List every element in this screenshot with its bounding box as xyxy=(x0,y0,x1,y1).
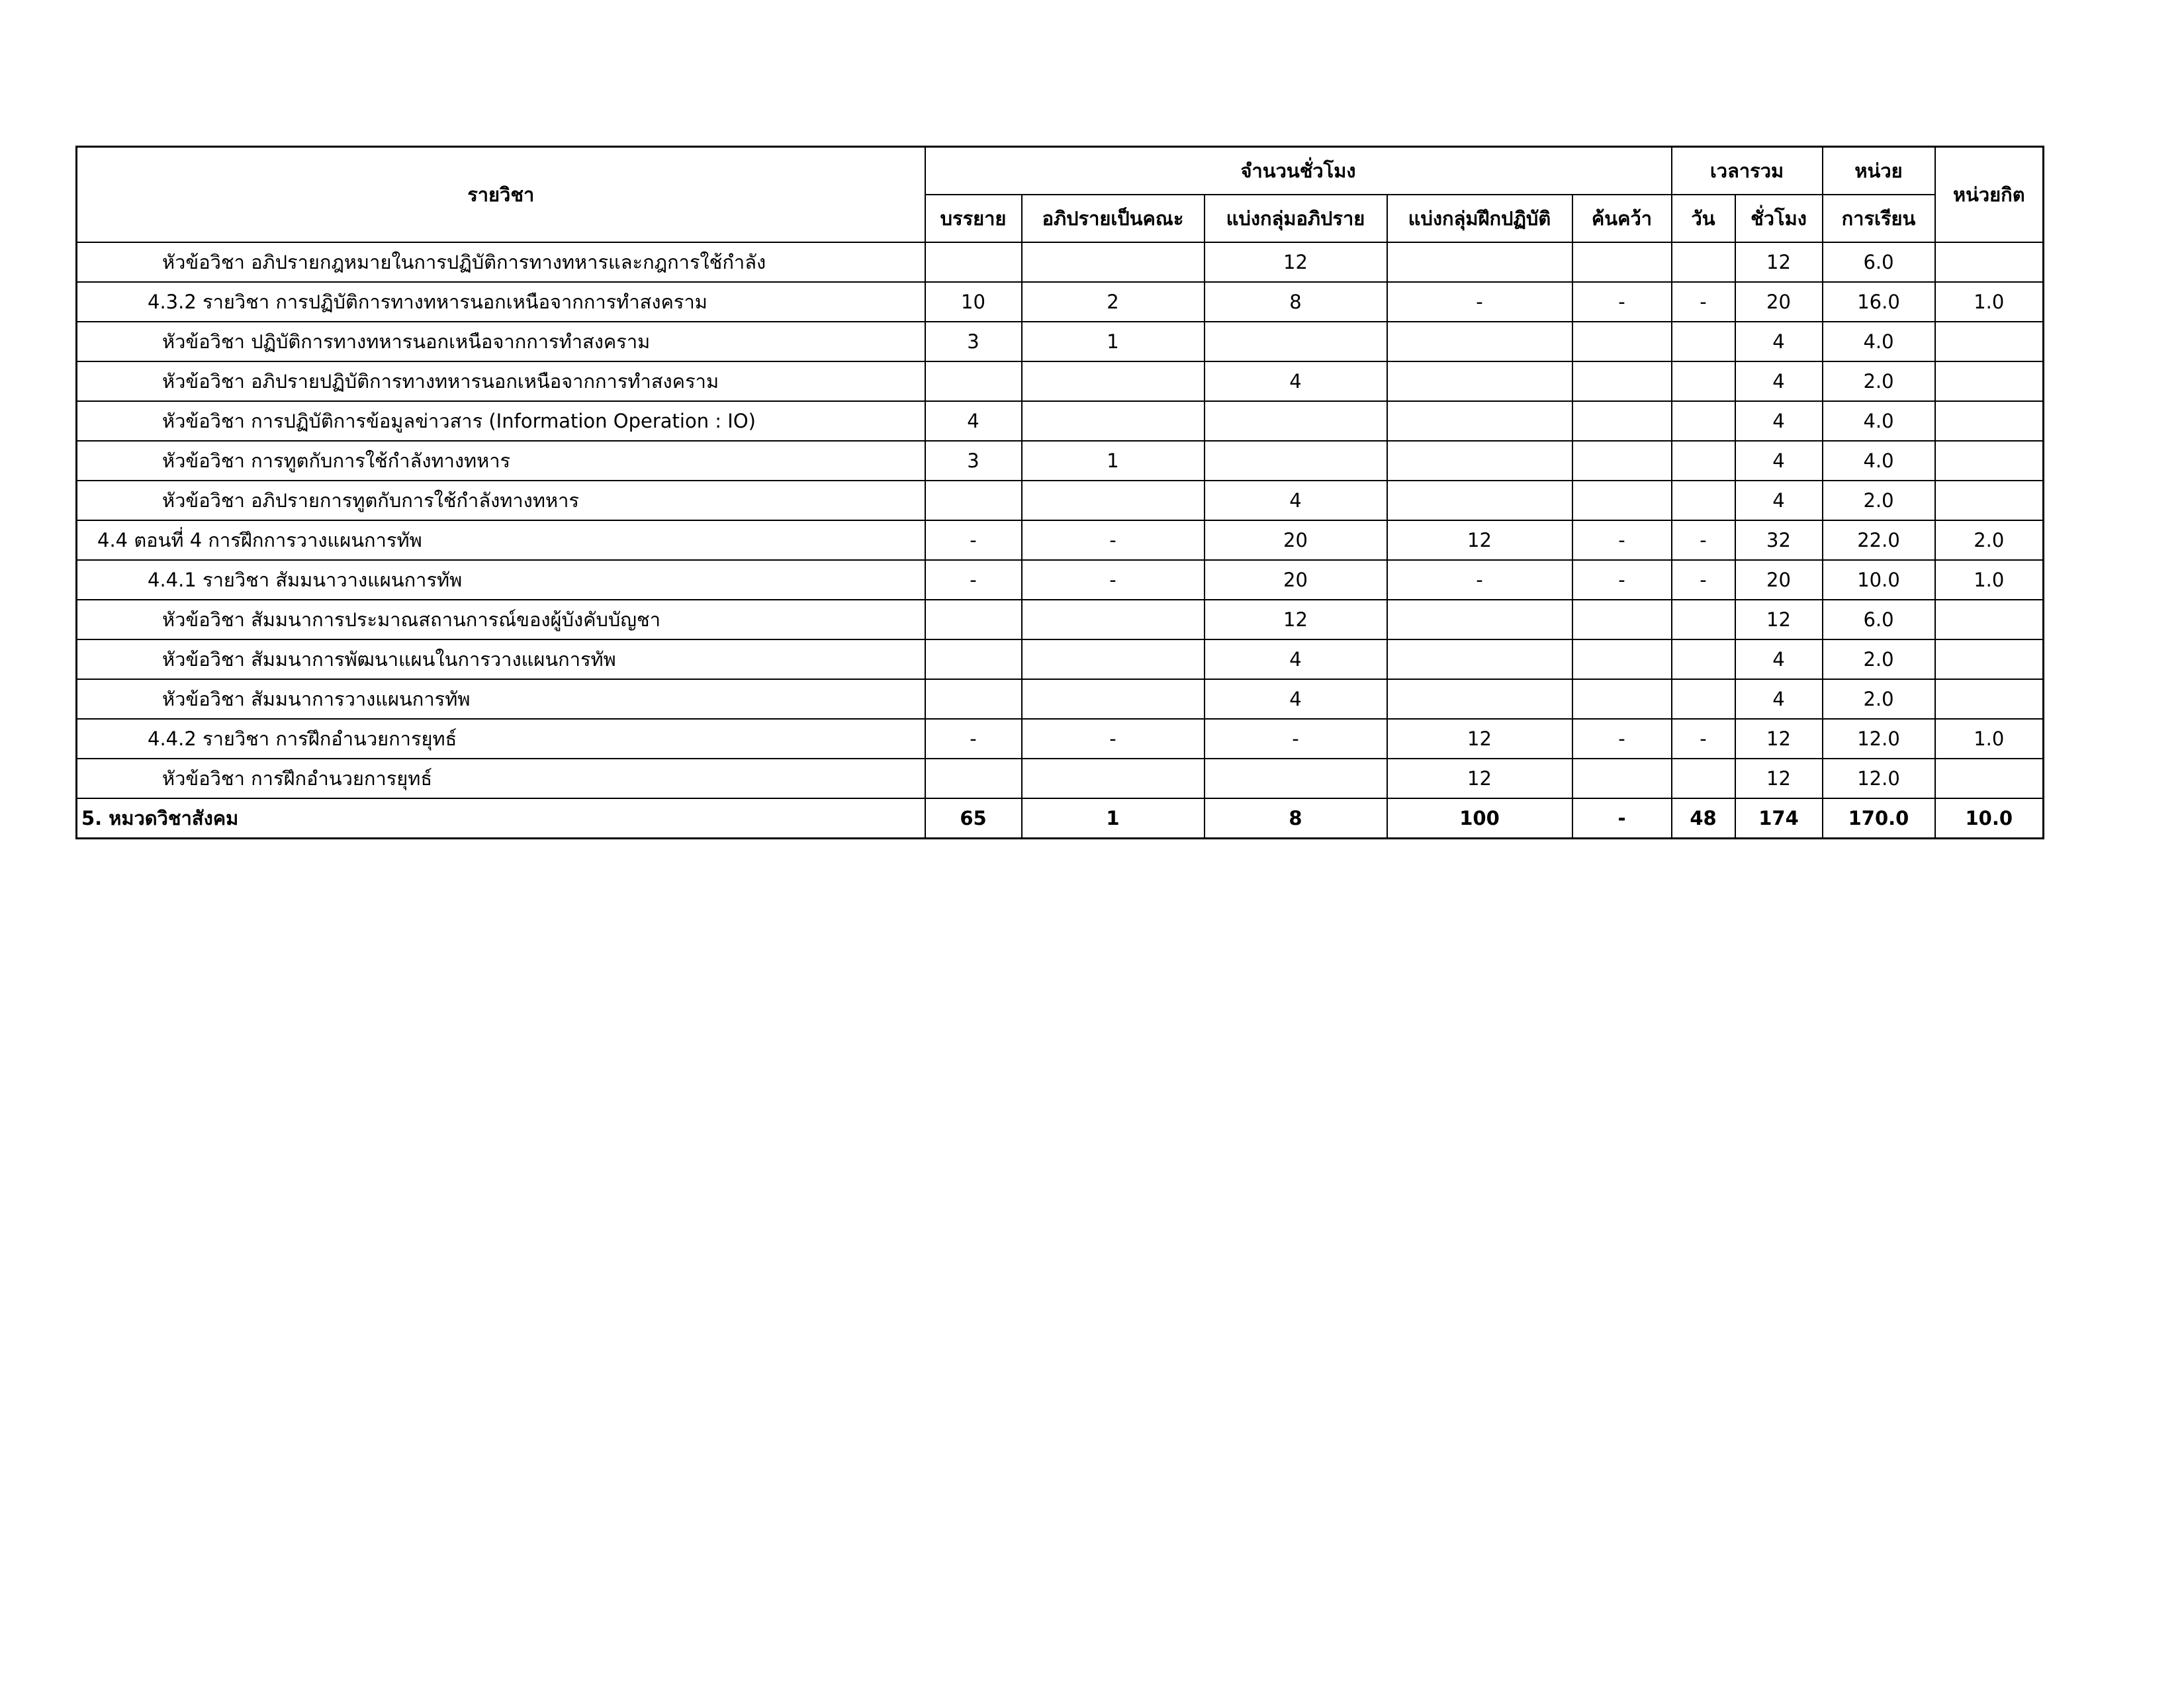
cell-research: - xyxy=(1572,560,1672,600)
cell-days xyxy=(1672,759,1735,798)
cell-units: 6.0 xyxy=(1823,242,1935,282)
cell-credits xyxy=(1935,242,2044,282)
table-row xyxy=(77,719,2044,759)
header-unit-bottom: การเรียน xyxy=(1823,195,1935,242)
cell-subject: 4.4.1 รายวิชา สัมมนาวางแผนการทัพ xyxy=(77,560,925,600)
cell-units: 12.0 xyxy=(1823,759,1935,798)
cell-lecture xyxy=(925,600,1022,639)
cell-lecture xyxy=(925,242,1022,282)
cell-panel: - xyxy=(1022,520,1205,560)
cell-credits: 1.0 xyxy=(1935,719,2044,759)
cell-research: - xyxy=(1572,520,1672,560)
cell-units: 22.0 xyxy=(1823,520,1935,560)
cell-hours: 4 xyxy=(1735,481,1823,520)
cell-units: 12.0 xyxy=(1823,719,1935,759)
cell-days xyxy=(1672,639,1735,679)
table-row xyxy=(77,560,2044,600)
curriculum-hours-table xyxy=(75,146,2044,839)
cell-hours: 32 xyxy=(1735,520,1823,560)
cell-days xyxy=(1672,481,1735,520)
cell-subject: หัวข้อวิชา การทูตกับการใช้กำลังทางทหาร xyxy=(77,441,925,481)
cell-lecture: - xyxy=(925,719,1022,759)
cell-hours: 12 xyxy=(1735,242,1823,282)
cell-research xyxy=(1572,481,1672,520)
cell-days: 48 xyxy=(1672,798,1735,839)
cell-days: - xyxy=(1672,282,1735,322)
cell-hours: 12 xyxy=(1735,759,1823,798)
cell-days: - xyxy=(1672,719,1735,759)
header-days: วัน xyxy=(1672,195,1735,242)
cell-units: 2.0 xyxy=(1823,639,1935,679)
cell-panel xyxy=(1022,600,1205,639)
cell-hours: 4 xyxy=(1735,441,1823,481)
cell-units: 4.0 xyxy=(1823,401,1935,441)
cell-group-practice xyxy=(1387,679,1572,719)
cell-research xyxy=(1572,322,1672,361)
table-row xyxy=(77,361,2044,401)
cell-credits xyxy=(1935,759,2044,798)
cell-lecture: 10 xyxy=(925,282,1022,322)
cell-units: 4.0 xyxy=(1823,322,1935,361)
cell-days xyxy=(1672,361,1735,401)
cell-credits xyxy=(1935,481,2044,520)
table-row xyxy=(77,639,2044,679)
cell-group-discussion: 20 xyxy=(1205,560,1387,600)
cell-subject: หัวข้อวิชา สัมมนาการวางแผนการทัพ xyxy=(77,679,925,719)
cell-group-discussion: 4 xyxy=(1205,679,1387,719)
cell-lecture: - xyxy=(925,560,1022,600)
cell-subject: หัวข้อวิชา ปฏิบัติการทางทหารนอกเหนือจากการทำสงคราม xyxy=(77,322,925,361)
cell-panel: - xyxy=(1022,560,1205,600)
cell-lecture xyxy=(925,481,1022,520)
cell-group-discussion: 12 xyxy=(1205,600,1387,639)
cell-subject: หัวข้อวิชา อภิปรายกฎหมายในการปฏิบัติการทางทหารและกฎการใช้กำลัง xyxy=(77,242,925,282)
cell-credits: 10.0 xyxy=(1935,798,2044,839)
cell-panel: 1 xyxy=(1022,798,1205,839)
cell-lecture xyxy=(925,361,1022,401)
cell-group-discussion: 4 xyxy=(1205,481,1387,520)
cell-panel xyxy=(1022,242,1205,282)
cell-hours: 4 xyxy=(1735,322,1823,361)
cell-group-practice xyxy=(1387,242,1572,282)
header-hours: ชั่วโมง xyxy=(1735,195,1823,242)
table-row xyxy=(77,600,2044,639)
cell-group-practice xyxy=(1387,481,1572,520)
table-row xyxy=(77,401,2044,441)
header-credits: หน่วยกิต xyxy=(1935,147,2044,243)
cell-group-practice: 12 xyxy=(1387,520,1572,560)
cell-group-discussion: - xyxy=(1205,719,1387,759)
cell-credits: 2.0 xyxy=(1935,520,2044,560)
cell-hours: 4 xyxy=(1735,639,1823,679)
cell-group-discussion: 8 xyxy=(1205,798,1387,839)
cell-days xyxy=(1672,679,1735,719)
cell-subject: 5. หมวดวิชาสังคม xyxy=(77,798,925,839)
cell-group-practice: 100 xyxy=(1387,798,1572,839)
cell-group-practice xyxy=(1387,322,1572,361)
table-row xyxy=(77,759,2044,798)
cell-subject: หัวข้อวิชา สัมมนาการพัฒนาแผนในการวางแผนการทัพ xyxy=(77,639,925,679)
cell-credits xyxy=(1935,600,2044,639)
cell-research xyxy=(1572,361,1672,401)
cell-days xyxy=(1672,600,1735,639)
cell-panel xyxy=(1022,361,1205,401)
table-row xyxy=(77,441,2044,481)
cell-group-discussion: 20 xyxy=(1205,520,1387,560)
cell-hours: 12 xyxy=(1735,719,1823,759)
cell-units: 4.0 xyxy=(1823,441,1935,481)
cell-panel xyxy=(1022,679,1205,719)
cell-units: 10.0 xyxy=(1823,560,1935,600)
cell-lecture xyxy=(925,639,1022,679)
cell-lecture: 4 xyxy=(925,401,1022,441)
table-row xyxy=(77,481,2044,520)
table-row xyxy=(77,679,2044,719)
header-unit-top: หน่วย xyxy=(1823,147,1935,195)
cell-days xyxy=(1672,401,1735,441)
cell-subject: หัวข้อวิชา การปฏิบัติการข้อมูลข่าวสาร (Information Operation : IO) xyxy=(77,401,925,441)
cell-hours: 4 xyxy=(1735,361,1823,401)
cell-subject: หัวข้อวิชา อภิปรายปฏิบัติการทางทหารนอกเหนือจากการทำสงคราม xyxy=(77,361,925,401)
cell-days: - xyxy=(1672,560,1735,600)
cell-group-practice xyxy=(1387,361,1572,401)
cell-credits xyxy=(1935,322,2044,361)
cell-group-discussion xyxy=(1205,441,1387,481)
cell-lecture xyxy=(925,679,1022,719)
cell-credits xyxy=(1935,441,2044,481)
cell-panel xyxy=(1022,639,1205,679)
cell-panel xyxy=(1022,401,1205,441)
cell-group-discussion: 4 xyxy=(1205,361,1387,401)
cell-hours: 20 xyxy=(1735,560,1823,600)
header-subject: รายวิชา xyxy=(77,147,925,243)
cell-lecture: 3 xyxy=(925,322,1022,361)
cell-research xyxy=(1572,600,1672,639)
cell-credits xyxy=(1935,401,2044,441)
cell-panel xyxy=(1022,759,1205,798)
cell-hours: 20 xyxy=(1735,282,1823,322)
cell-group-practice: - xyxy=(1387,560,1572,600)
cell-lecture: 3 xyxy=(925,441,1022,481)
cell-lecture: 65 xyxy=(925,798,1022,839)
table-body xyxy=(77,242,2044,839)
cell-research xyxy=(1572,679,1672,719)
cell-group-practice: 12 xyxy=(1387,759,1572,798)
cell-research xyxy=(1572,639,1672,679)
cell-group-practice xyxy=(1387,600,1572,639)
cell-credits xyxy=(1935,639,2044,679)
header-row-top xyxy=(77,147,2044,195)
cell-group-discussion: 4 xyxy=(1205,639,1387,679)
cell-group-discussion: 8 xyxy=(1205,282,1387,322)
cell-units: 2.0 xyxy=(1823,481,1935,520)
cell-days xyxy=(1672,441,1735,481)
cell-credits: 1.0 xyxy=(1935,560,2044,600)
cell-group-practice xyxy=(1387,441,1572,481)
cell-subject: 4.3.2 รายวิชา การปฏิบัติการทางทหารนอกเหนือจากการทำสงคราม xyxy=(77,282,925,322)
cell-hours: 4 xyxy=(1735,401,1823,441)
cell-hours: 174 xyxy=(1735,798,1823,839)
cell-subject: หัวข้อวิชา อภิปรายการทูตกับการใช้กำลังทางทหาร xyxy=(77,481,925,520)
cell-units: 6.0 xyxy=(1823,600,1935,639)
cell-research xyxy=(1572,242,1672,282)
cell-group-discussion xyxy=(1205,759,1387,798)
cell-credits xyxy=(1935,361,2044,401)
cell-group-practice xyxy=(1387,401,1572,441)
cell-panel: 1 xyxy=(1022,322,1205,361)
cell-research xyxy=(1572,759,1672,798)
cell-group-discussion xyxy=(1205,401,1387,441)
cell-subject: หัวข้อวิชา สัมมนาการประมาณสถานการณ์ของผู้บังคับบัญชา xyxy=(77,600,925,639)
header-panel: อภิปรายเป็นคณะ xyxy=(1022,195,1205,242)
cell-group-practice xyxy=(1387,639,1572,679)
cell-days xyxy=(1672,242,1735,282)
cell-research xyxy=(1572,401,1672,441)
cell-units: 2.0 xyxy=(1823,679,1935,719)
cell-days xyxy=(1672,322,1735,361)
cell-panel: 1 xyxy=(1022,441,1205,481)
cell-research: - xyxy=(1572,798,1672,839)
cell-hours: 4 xyxy=(1735,679,1823,719)
cell-units: 2.0 xyxy=(1823,361,1935,401)
cell-research xyxy=(1572,441,1672,481)
header-group-discussion: แบ่งกลุ่มอภิปราย xyxy=(1205,195,1387,242)
cell-group-practice: 12 xyxy=(1387,719,1572,759)
table-row xyxy=(77,322,2044,361)
cell-credits: 1.0 xyxy=(1935,282,2044,322)
cell-days: - xyxy=(1672,520,1735,560)
cell-lecture xyxy=(925,759,1022,798)
cell-research: - xyxy=(1572,282,1672,322)
header-time-total: เวลารวม xyxy=(1672,147,1823,195)
cell-group-practice: - xyxy=(1387,282,1572,322)
cell-lecture: - xyxy=(925,520,1022,560)
cell-units: 170.0 xyxy=(1823,798,1935,839)
cell-research: - xyxy=(1572,719,1672,759)
cell-hours: 12 xyxy=(1735,600,1823,639)
table-row xyxy=(77,798,2044,839)
cell-group-discussion xyxy=(1205,322,1387,361)
header-group-practice: แบ่งกลุ่มฝึกปฏิบัติ xyxy=(1387,195,1572,242)
header-hours-group: จำนวนชั่วโมง xyxy=(925,147,1672,195)
cell-panel xyxy=(1022,481,1205,520)
cell-subject: 4.4 ตอนที่ 4 การฝึกการวางแผนการทัพ xyxy=(77,520,925,560)
table-row xyxy=(77,242,2044,282)
cell-units: 16.0 xyxy=(1823,282,1935,322)
header-lecture: บรรยาย xyxy=(925,195,1022,242)
table-row xyxy=(77,520,2044,560)
cell-subject: 4.4.2 รายวิชา การฝึกอำนวยการยุทธ์ xyxy=(77,719,925,759)
cell-subject: หัวข้อวิชา การฝึกอำนวยการยุทธ์ xyxy=(77,759,925,798)
table-row xyxy=(77,282,2044,322)
cell-credits xyxy=(1935,679,2044,719)
cell-group-discussion: 12 xyxy=(1205,242,1387,282)
cell-panel: - xyxy=(1022,719,1205,759)
header-research: ค้นคว้า xyxy=(1572,195,1672,242)
cell-panel: 2 xyxy=(1022,282,1205,322)
